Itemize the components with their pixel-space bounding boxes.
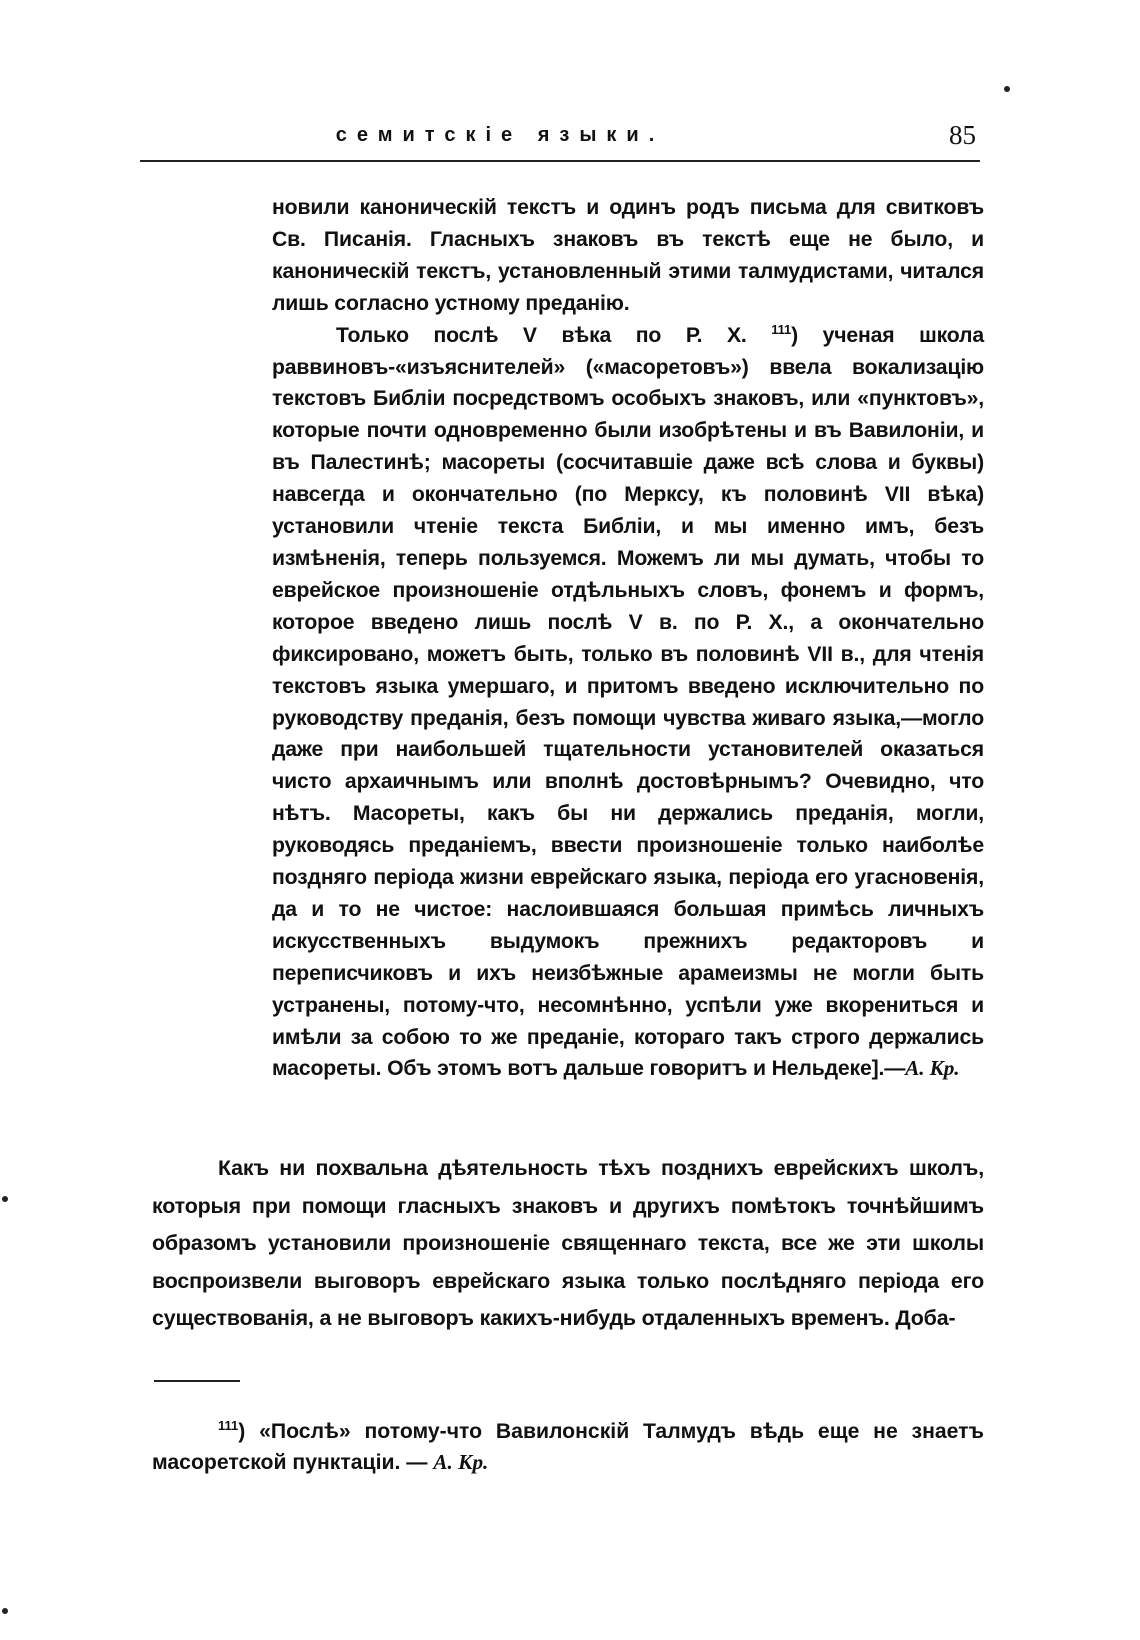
scan-dot-mark (1004, 86, 1010, 92)
translator-note (272, 192, 984, 1085)
footnote-signature: А. Кр. (433, 1450, 489, 1474)
note-paragraph-2 (272, 320, 984, 1086)
scan-dot-mark (2, 1608, 8, 1614)
footnote-rule (154, 1380, 240, 1382)
note-signature: А. Кр. (905, 1056, 960, 1081)
running-title: семитскіе языки. (335, 124, 665, 146)
footnote-number: 111 (218, 1417, 239, 1433)
footnote (152, 1416, 984, 1478)
main-paragraph: Какъ ни похвальна дѣятельность тѣхъ позднихъ еврейскихъ школъ, которыя при помощи гласныхъ знаковъ и другихъ помѣтокъ точнѣйшимъ образомъ установили произношеніе священнаго текста, все же эти школы воспроизвели выговоръ еврейскаго языка только послѣдняго періода его существованія, а не выговоръ какихъ-нибудь отдаленныхъ временъ. Доба- (152, 1156, 984, 1331)
page-header (140, 120, 980, 160)
header-rule (140, 160, 980, 162)
footnote-reference[interactable]: 111 (771, 321, 792, 337)
main-text (152, 1150, 984, 1338)
note-text-body: ) ученая школа раввиновъ-«изъяснителей» («масоретовъ») ввела вокализацію текстовъ Библіи посредствомъ особыхъ знаковъ, или «пунктовъ», которые почти одновременно были изобрѣтены и въ Вавилоніи, и въ Палестинѣ; масореты (сосчитавшіе даже всѣ слова и буквы) навсегда и окончательно (по Мерксу, къ половинѣ VII вѣка) установили чтеніе текста Библіи, и мы именно имъ, безъ измѣненія, теперь пользуемся. Можемъ ли мы думать, чтобы то еврейское произношеніе отдѣльныхъ словъ, фонемъ и формъ, которое введено лишь послѣ V в. по Р. Х., а окончательно фиксировано, можетъ быть, только въ половинѣ VII в., для чтенія текстовъ языка умершаго, и притомъ введено исключительно по руководству преданія, безъ помощи чувства живаго языка,—могло даже при наибольшей тщательности установителей оказаться чисто архаичнымъ или вполнѣ достовѣрнымъ? Очевидно, что нѣтъ. Масореты, какъ бы ни держались преданія, могли, руководясь преданіемъ, ввести произношеніе только наиболѣе поздняго періода жизни еврейскаго языка, періода его угасновенія, да и то не чистое: наслоившаяся большая примѣсь личныхъ искусственныхъ выдумокъ прежнихъ редакторовъ и переписчиковъ и ихъ неизбѣжные арамеизмы не могли быть устранены, потому-что, несомнѣнно, успѣли уже вкорениться и имѣли за собою то же преданіе, котораго такъ строго держались масореты. Объ этомъ вотъ дальше говоритъ и Нельдеке].— (272, 323, 984, 1081)
footnote-text: ) «Послѣ» потому-что Вавилонскій Талмудъ вѣдь еще не знаетъ масоретской пунктаціи. — (152, 1420, 984, 1474)
note-paragraph-1: новили каноническій текстъ и одинъ родъ письма для свитковъ Св. Писанія. Гласныхъ знаковъ въ текстѣ еще не было, и каноническій текстъ, установленный этими талмудистами, читался лишь согласно устному преданію. (272, 196, 984, 315)
scan-dot-mark (2, 1196, 8, 1202)
note-text-start: Только послѣ V вѣка по Р. Х. (336, 323, 747, 347)
page-number: 85 (949, 120, 976, 150)
